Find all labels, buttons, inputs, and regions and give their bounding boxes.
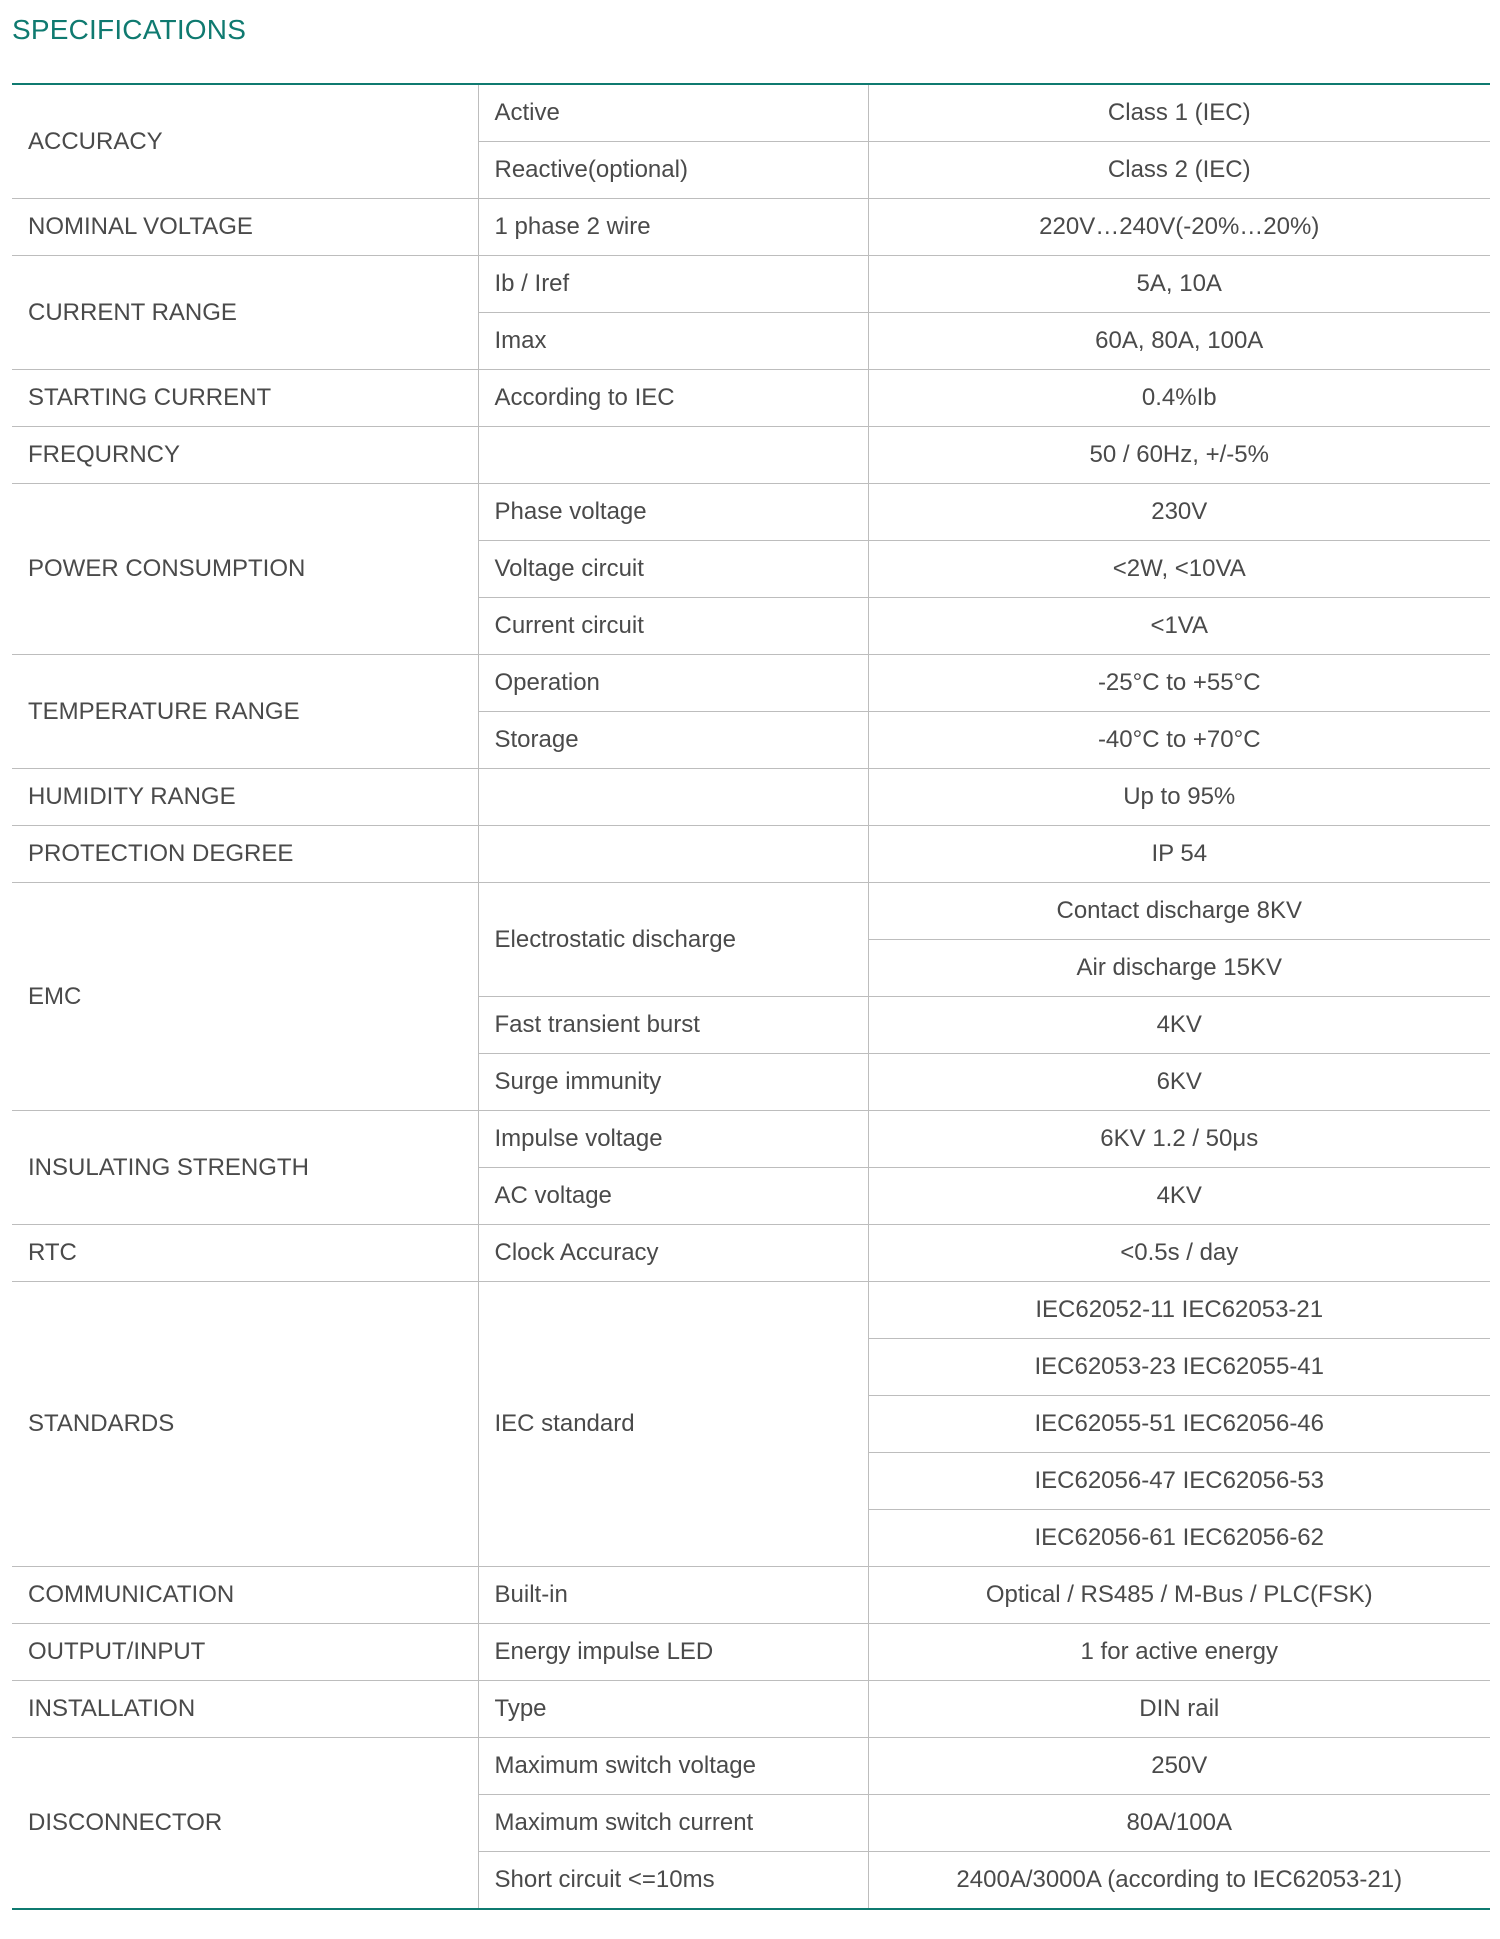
value-cell: 50 / 60Hz, +/-5% [868,427,1490,484]
category-cell: TEMPERATURE RANGE [12,655,478,769]
value-cell: <2W, <10VA [868,541,1490,598]
category-cell: PROTECTION DEGREE [12,826,478,883]
specifications-table [12,83,1490,1910]
table-row [12,1624,1490,1681]
parameter-cell: Energy impulse LED [478,1624,868,1681]
parameter-cell: Ib / Iref [478,256,868,313]
parameter-cell: Reactive(optional) [478,142,868,199]
parameter-cell: IEC standard [478,1282,868,1567]
category-cell: EMC [12,883,478,1111]
table-row [12,769,1490,826]
table-row [12,84,1490,142]
value-cell: IEC62052-11 IEC62053-21 [868,1282,1490,1339]
table-row [12,883,1490,940]
parameter-cell: AC voltage [478,1168,868,1225]
parameter-cell: Operation [478,655,868,712]
parameter-cell: According to IEC [478,370,868,427]
value-cell: <1VA [868,598,1490,655]
value-cell: IEC62055-51 IEC62056-46 [868,1396,1490,1453]
parameter-cell: Phase voltage [478,484,868,541]
value-cell: 230V [868,484,1490,541]
table-row [12,1225,1490,1282]
category-cell: NOMINAL VOLTAGE [12,199,478,256]
specifications-table-body [12,84,1490,1909]
value-cell: Class 2 (IEC) [868,142,1490,199]
parameter-cell [478,427,868,484]
value-cell: 220V…240V(-20%…20%) [868,199,1490,256]
value-cell: 60A, 80A, 100A [868,313,1490,370]
value-cell: Optical / RS485 / M-Bus / PLC(FSK) [868,1567,1490,1624]
parameter-cell: Type [478,1681,868,1738]
table-row [12,655,1490,712]
table-row [12,1738,1490,1795]
value-cell: -40°C to +70°C [868,712,1490,769]
parameter-cell: Imax [478,313,868,370]
category-cell: CURRENT RANGE [12,256,478,370]
parameter-cell: Voltage circuit [478,541,868,598]
parameter-cell: Active [478,84,868,142]
category-cell: STANDARDS [12,1282,478,1567]
value-cell: Air discharge 15KV [868,940,1490,997]
parameter-cell: Maximum switch current [478,1795,868,1852]
table-row [12,1567,1490,1624]
category-cell: INSTALLATION [12,1681,478,1738]
page-title: SPECIFICATIONS [12,14,247,45]
table-row [12,826,1490,883]
table-row [12,256,1490,313]
category-cell: COMMUNICATION [12,1567,478,1624]
value-cell: Contact discharge 8KV [868,883,1490,940]
value-cell: 6KV [868,1054,1490,1111]
parameter-cell: Maximum switch voltage [478,1738,868,1795]
parameter-cell: 1 phase 2 wire [478,199,868,256]
value-cell: IP 54 [868,826,1490,883]
parameter-cell: Electrostatic discharge [478,883,868,997]
category-cell: RTC [12,1225,478,1282]
parameter-cell: Fast transient burst [478,997,868,1054]
parameter-cell: Impulse voltage [478,1111,868,1168]
value-cell: 4KV [868,997,1490,1054]
value-cell: 0.4%Ib [868,370,1490,427]
value-cell: 2400A/3000A (according to IEC62053-21) [868,1852,1490,1910]
parameter-cell [478,769,868,826]
table-row [12,1111,1490,1168]
value-cell: 1 for active energy [868,1624,1490,1681]
value-cell: -25°C to +55°C [868,655,1490,712]
value-cell: 5A, 10A [868,256,1490,313]
parameter-cell: Short circuit <=10ms [478,1852,868,1910]
value-cell: 6KV 1.2 / 50μs [868,1111,1490,1168]
parameter-cell: Storage [478,712,868,769]
table-row [12,484,1490,541]
category-cell: POWER CONSUMPTION [12,484,478,655]
table-row [12,370,1490,427]
table-row [12,199,1490,256]
table-row [12,427,1490,484]
value-cell: IEC62056-47 IEC62056-53 [868,1453,1490,1510]
table-row [12,1681,1490,1738]
value-cell: 4KV [868,1168,1490,1225]
category-cell: STARTING CURRENT [12,370,478,427]
category-cell: INSULATING STRENGTH [12,1111,478,1225]
category-cell: ACCURACY [12,84,478,199]
category-cell: FREQURNCY [12,427,478,484]
value-cell: DIN rail [868,1681,1490,1738]
parameter-cell: Current circuit [478,598,868,655]
value-cell: IEC62053-23 IEC62055-41 [868,1339,1490,1396]
value-cell: <0.5s / day [868,1225,1490,1282]
category-cell: HUMIDITY RANGE [12,769,478,826]
value-cell: Class 1 (IEC) [868,84,1490,142]
value-cell: IEC62056-61 IEC62056-62 [868,1510,1490,1567]
value-cell: 80A/100A [868,1795,1490,1852]
parameter-cell: Built-in [478,1567,868,1624]
value-cell: 250V [868,1738,1490,1795]
parameter-cell: Clock Accuracy [478,1225,868,1282]
value-cell: Up to 95% [868,769,1490,826]
parameter-cell: Surge immunity [478,1054,868,1111]
parameter-cell [478,826,868,883]
category-cell: OUTPUT/INPUT [12,1624,478,1681]
table-row [12,1282,1490,1339]
category-cell: DISCONNECTOR [12,1738,478,1910]
